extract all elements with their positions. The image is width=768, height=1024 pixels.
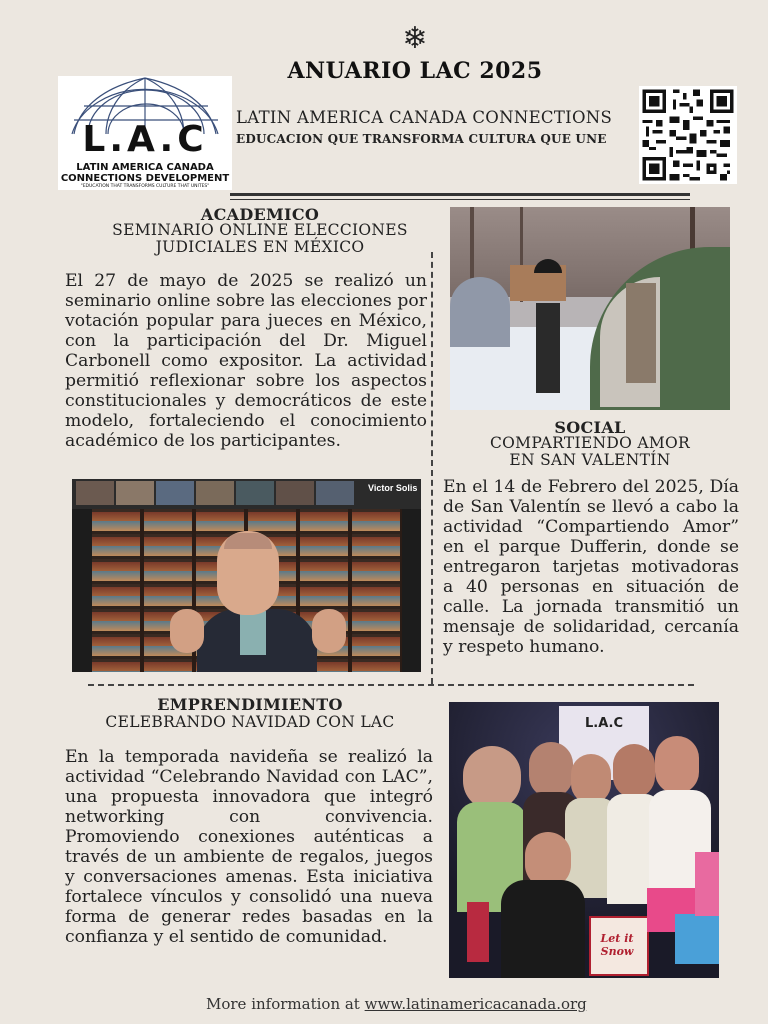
logo-tagline: "EDUCATION THAT TRANSFORMS CULTURE THAT UNITES" — [80, 184, 210, 189]
lac-logo — [58, 76, 232, 190]
social-body: En el 14 de Febrero del 2025, Día de San Valentín se llevó a cabo la actividad “Compartiendo Amor” en el parque Dufferin, donde se entregaron tarjetas motivadoras a 40 personas en situación de calle. La jornada transmitió un mensaje de solidaridad, cercanía y respeto humano. — [443, 477, 739, 657]
page-title: ANUARIO LAC 2025 — [287, 58, 543, 84]
event-banner-text: L.A.C — [584, 716, 623, 731]
logo-line-1: LATIN AMERICA CANADA — [76, 162, 214, 173]
academico-body: El 27 de mayo de 2025 se realizó un seminario online sobre las elecciones por votación popular para jueces en México, con la participación del Dr. Miguel Carbonell como expositor. La actividad permitió reflexionar sobre los aspectos constitucionales y democráticos de este modelo, fortaleciendo el conocimiento académico de los participantes. — [65, 271, 427, 451]
san-valentin-photo — [450, 207, 730, 410]
emprendimiento-subtitle: CELEBRANDO NAVIDAD CON LAC — [105, 713, 395, 731]
video-speaker-label: Victor Solis — [368, 483, 418, 493]
section-divider-horizontal — [88, 684, 694, 686]
snowflake-icon: ❄ — [402, 21, 428, 56]
academico-subtitle-line-2: JUDICIALES EN MÉXICO — [155, 238, 365, 256]
let-it-snow-sign: Let it Snow — [600, 932, 634, 958]
social-heading: SOCIAL — [554, 418, 626, 437]
social-subtitle-line-2: EN SAN VALENTÍN — [509, 451, 671, 469]
footer — [206, 995, 666, 1013]
logo-wordmark: L.A.C — [82, 119, 208, 160]
org-slogan: EDUCACION QUE TRANSFORMA CULTURA QUE UNE — [236, 132, 607, 146]
footer-prefix: More information at — [206, 995, 365, 1013]
org-name: LATIN AMERICA CANADA CONNECTIONS — [236, 108, 613, 127]
qr-code-icon[interactable] — [639, 86, 737, 184]
seminar-video-photo — [72, 479, 421, 672]
header-divider — [230, 193, 690, 196]
logo-line-2: CONNECTIONS DEVELOPMENT — [60, 173, 230, 184]
website-link[interactable]: www.latinamericacanada.org — [364, 995, 587, 1013]
academico-subtitle-line-1: SEMINARIO ONLINE ELECCIONES — [112, 221, 408, 239]
academico-heading: ACADEMICO — [200, 205, 320, 224]
header-divider-thin — [230, 199, 690, 200]
navidad-photo — [449, 702, 719, 978]
emprendimiento-body: En la temporada navideña se realizó la actividad “Celebrando Navidad con LAC”, una propuesta innovadora que integró networking con convivencia. Promoviendo conexiones auténticas a través de un ambiente de regalos, juegos y conversaciones amenas. Esta iniciativa fortalece vínculos y consolidó una nueva forma de generar redes basadas en la confianza y el sentido de comunidad. — [65, 747, 433, 947]
emprendimiento-heading: EMPRENDIMIENTO — [157, 695, 343, 714]
social-subtitle-line-1: COMPARTIENDO AMOR — [490, 434, 690, 452]
